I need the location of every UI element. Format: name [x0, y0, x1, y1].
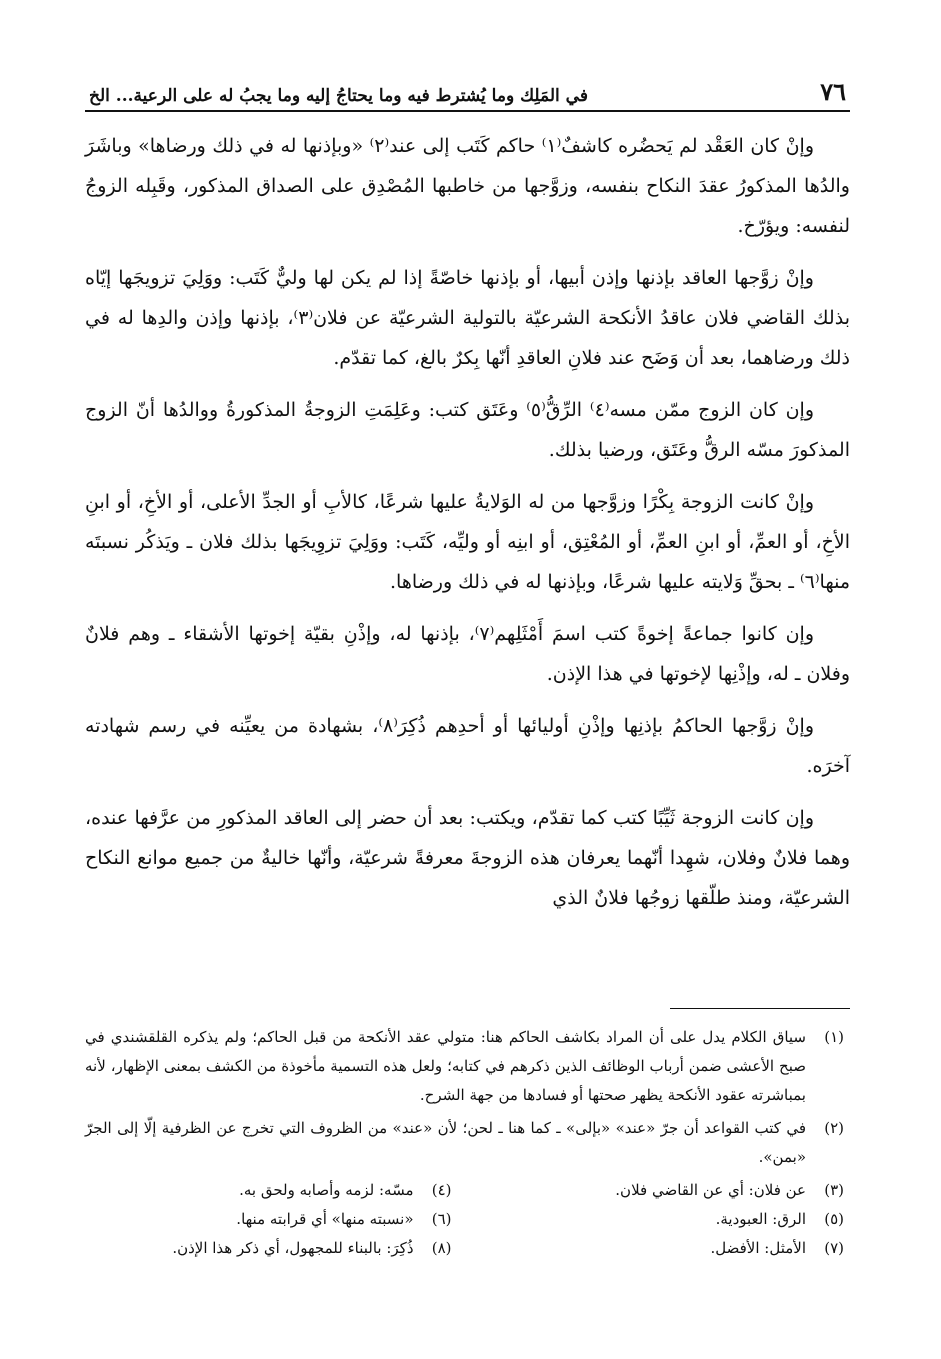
footnote-text: الرق: العبودية.: [715, 1210, 806, 1228]
footnote-text: «نسبته منها» أي قرابته منها.: [236, 1210, 414, 1228]
short-footnotes: [85, 1176, 850, 1263]
paragraph: وإنْ كان العَقْد لم يَحضُره كاشفٌ⁽١⁾ حاكم كَتَب إلى عند⁽٢⁾ «وبإذنها له في ذلك ورضاها» وباشَرَ والدُها المذكورُ عقدَ النكاح بنفسه، وزوَّجها من خاطبها المُصْدِق على الصداق المذكور، وقَبِله الزوجُ لنفسه: ويؤرّخ.: [85, 135, 850, 237]
footnote-5: [478, 1205, 851, 1234]
page-number: ٧٦: [820, 77, 846, 106]
footnote-separator: [670, 1008, 850, 1009]
footnote-number: (٢): [824, 1119, 844, 1137]
footnote-number: (٥): [824, 1210, 844, 1228]
paragraph: وإن كانت الزوجة ثَيِّبًا كتب كما تقدّم، ويكتب: بعد أن حضر إلى العاقد المذكورِ من عرَّفها عنده، وهما فلانٌ وفلان، شهِدا أنّهما يعرفان هذه الزوجةَ معرفةً شرعيّة، وأنّها خاليةٌ من جميع موانع النكاح الشرعيّة، ومنذ طلّقها زوجُها فلانٌ الذي: [85, 807, 850, 909]
footnote-number: (٣): [824, 1181, 844, 1199]
paragraph: وإن كان الزوج ممّن مسه⁽٤⁾ الرِّقُّ⁽٥⁾ وعَتَق كتب: وعَلِمَتِ الزوجةُ المذكورةُ ووالدُها أنّ الزوج المذكورَ مسّه الرقُّ وعَتَق، ورضيا بذلك.: [85, 399, 850, 461]
running-title: في المَلِك وما يُشترط فيه وما يحتاجُ إليه وما يجبُ له على الرعية... الخ: [89, 86, 588, 106]
paragraph: وإنْ زوَّجها الحاكمُ بإذنِها وإذْنِ أوليائها أو أحدِهم ذُكِرَ⁽٨⁾، بشهادة من يعيِّنه في رسم شهادته آخرَه.: [85, 715, 850, 777]
footnote-7: [478, 1234, 851, 1263]
main-text: [85, 126, 850, 918]
footnote-8: [85, 1234, 458, 1263]
footnote-text: مسّه: لزمه وأصابه ولحق به.: [239, 1181, 414, 1199]
footnote-3: [478, 1176, 851, 1205]
footnote-number: (٤): [431, 1181, 452, 1199]
footnote-1: [85, 1023, 850, 1110]
footnote-number: (٦): [431, 1210, 452, 1228]
footnote-text: عن فلان: أي عن القاضي فلان.: [615, 1181, 806, 1199]
footnote-text: في كتب القواعد أن جرّ «عند» «بإلى» ـ كما هنا ـ لحن؛ لأن «عند» من الظروف التي تخرج عن الظرفية إلّا إلى الجرّ «بمن».: [85, 1119, 806, 1166]
footnote-text: الأمثل: الأفضل.: [710, 1239, 806, 1257]
footnote-number: (٧): [824, 1239, 844, 1257]
paragraph: وإن كانوا جماعةً إخوةً كتب اسمَ أَمْثَلِهم⁽٧⁾، بإذنها له، وإذْنِ بقيّة إخوتها الأشقاء ـ وهم فلانٌ وفلان ـ له، وإذْنِها لإخوتها في هذا الإذن.: [85, 623, 850, 685]
footnote-6: [85, 1205, 458, 1234]
footnote-4: [85, 1176, 458, 1205]
footnote-2: [85, 1114, 850, 1172]
footnote-text: سياق الكلام يدل على أن المراد بكاشف الحاكم هنا: متولي عقد الأنكحة من قبل الحاكم؛ ولم يذكره القلقشندي في صبح الأعشى ضمن أرباب الوظائف الذين ذكرهم في كتابه؛ ولعل هذه التسمية مأخوذة من الكشف بمعنى الإظهار، لأنه بمباشرته عقود الأنكحة يظهر صحتها أو فسادها من جهة الشرح.: [85, 1028, 806, 1104]
footnote-number: (٨): [431, 1239, 452, 1257]
paragraph: وإنْ كانت الزوجة بِكْرًا وزوَّجها من له الوَلايةُ عليها شرعًا، كالأبِ أو الجدِّ الأعلى، أو الأخِ، أو ابنِ الأخِ، أو العمِّ، أو ابنِ العمِّ، أو المُعْتِق، أو ابنِه أو وليِّه، كَتَب: ووَلِيَ تزوِيجَها بذلك فلان ـ ويَذكُر نسبتَه منها⁽٦⁾ ـ بحقِّ وَلايته عليها شرعًا، وبإذنها له في ذلك ورضاها.: [85, 491, 850, 593]
page-header: [85, 68, 850, 112]
paragraph: وإنْ زوَّجها العاقد بإذنها وإذن أبيها، أو بإذنها خاصّةً إذا لم يكن لها وليٌّ كَتَب: ووَلِيَ تزويجَها إيّاه بذلك القاضي فلان عاقدُ الأنكحة الشرعيّة بالتولية الشرعيّة عن فلان⁽٣⁾، بإذنها وإذن والدِها له في ذلك ورضاهما، بعد أن وَضَح عند فلانِ العاقدِ أنّها بِكرٌ بالغ، كما تقدّم.: [85, 267, 850, 369]
book-page: [85, 68, 850, 1348]
footnotes: [85, 1008, 850, 1263]
footnote-number: (١): [824, 1028, 844, 1046]
footnote-text: ذُكِرَ: بالبناء للمجهول، أي ذكر هذا الإذن.: [172, 1239, 414, 1257]
